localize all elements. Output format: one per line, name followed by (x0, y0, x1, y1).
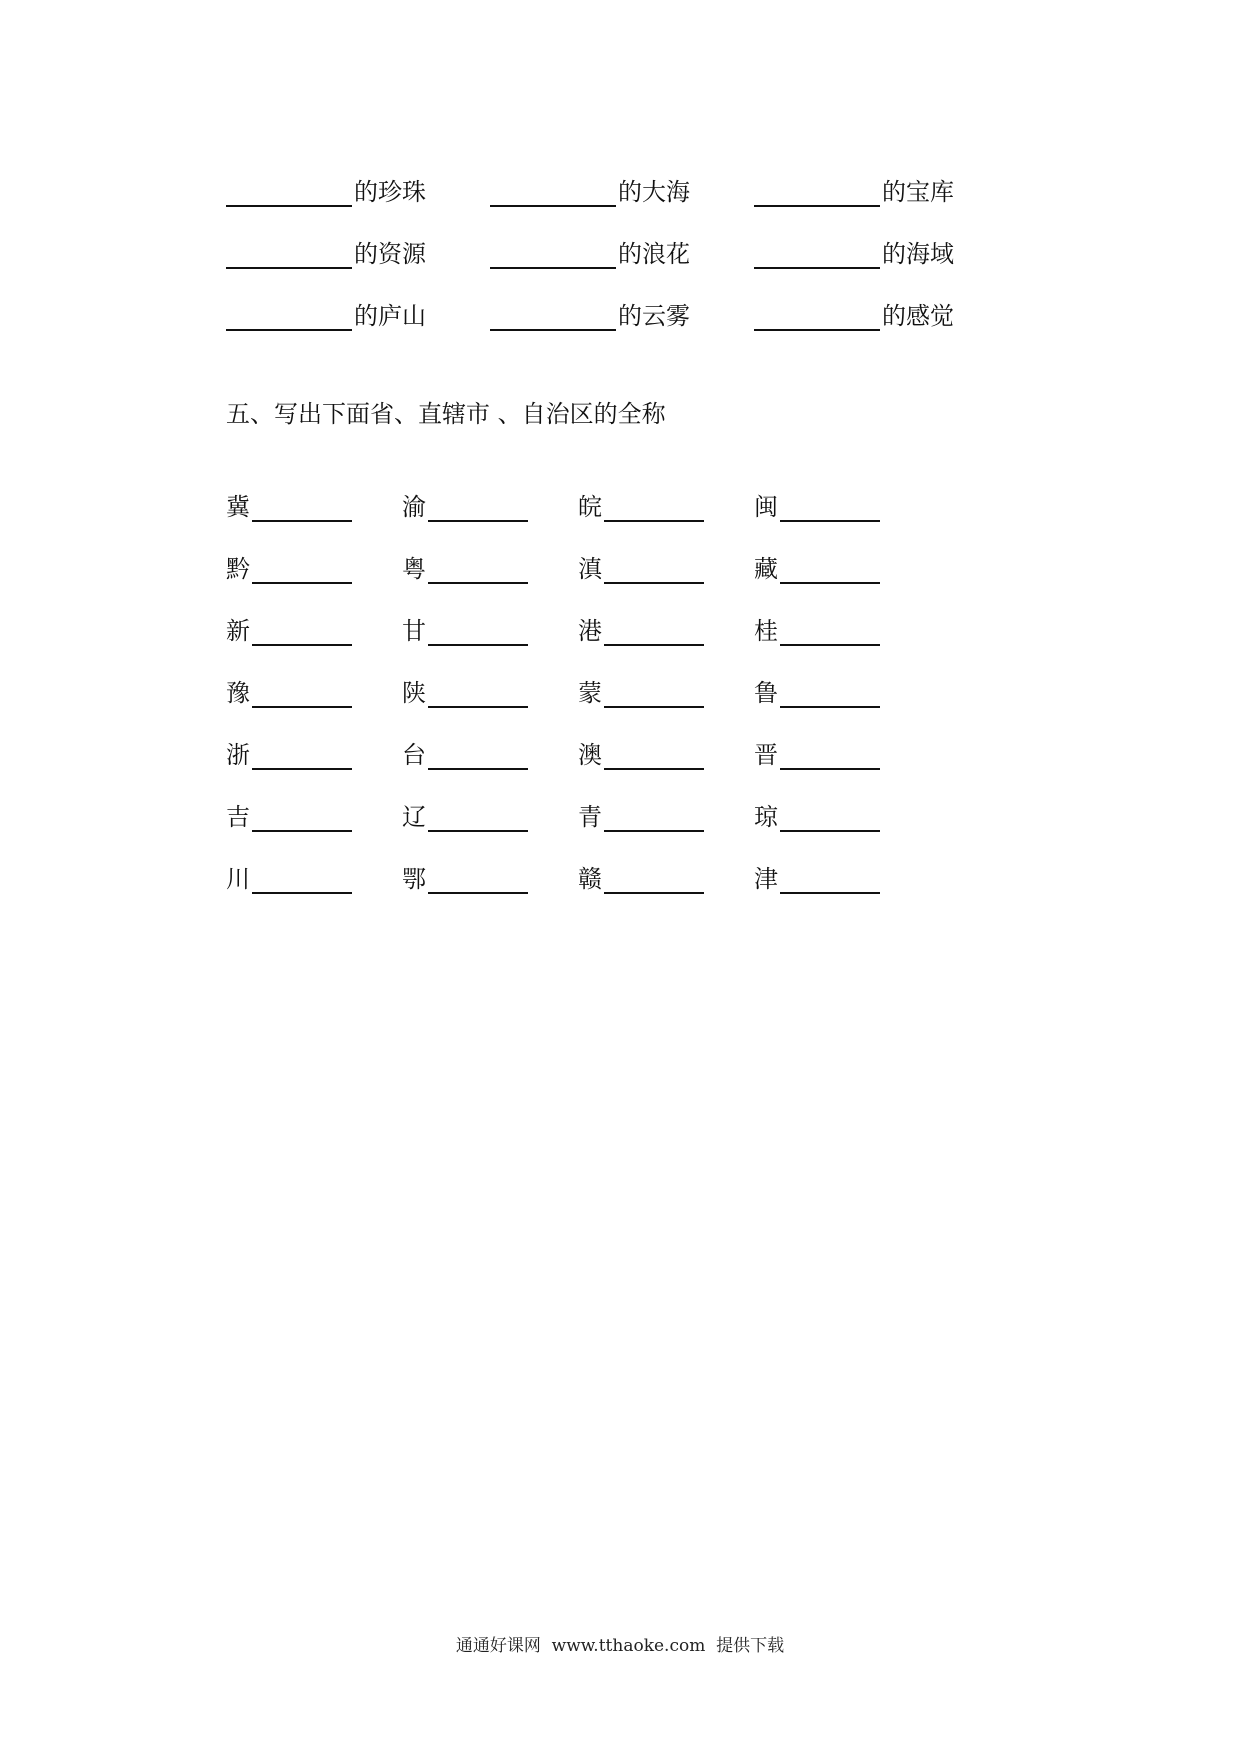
answer-blank[interactable] (428, 738, 528, 770)
abbr-char: 浙 (226, 741, 250, 769)
phrase-item (754, 299, 1018, 331)
abbr-char: 粤 (402, 555, 426, 583)
phrase-item (490, 299, 754, 331)
province-abbreviations (226, 460, 930, 894)
phrase-suffix: 的云雾 (618, 302, 690, 330)
answer-blank[interactable] (604, 676, 704, 708)
section-title: 五、写出下面省、直辖市 、自治区的全称 (226, 400, 666, 428)
abbr-item (402, 862, 578, 894)
answer-blank[interactable] (252, 552, 352, 584)
answer-blank[interactable] (604, 552, 704, 584)
answer-blank[interactable] (604, 800, 704, 832)
abbr-item (754, 800, 930, 832)
abbr-char: 澳 (578, 741, 602, 769)
answer-blank[interactable] (428, 862, 528, 894)
abbr-row (226, 460, 930, 522)
answer-blank[interactable] (780, 676, 880, 708)
abbr-item (754, 862, 930, 894)
abbr-char: 滇 (578, 555, 602, 583)
phrase-suffix: 的庐山 (354, 302, 426, 330)
answer-blank[interactable] (428, 614, 528, 646)
answer-blank[interactable] (780, 490, 880, 522)
abbr-item (578, 552, 754, 584)
answer-blank[interactable] (780, 614, 880, 646)
answer-blank[interactable] (490, 175, 616, 207)
answer-blank[interactable] (226, 237, 352, 269)
abbr-item (402, 676, 578, 708)
phrase-suffix: 的资源 (354, 240, 426, 268)
abbr-char: 辽 (402, 803, 426, 831)
answer-blank[interactable] (428, 800, 528, 832)
abbr-char: 津 (754, 865, 778, 893)
abbr-char: 港 (578, 617, 602, 645)
answer-blank[interactable] (754, 237, 880, 269)
answer-blank[interactable] (754, 175, 880, 207)
abbr-char: 蒙 (578, 679, 602, 707)
abbr-item (402, 614, 578, 646)
abbr-char: 鄂 (402, 865, 426, 893)
abbr-char: 琼 (754, 803, 778, 831)
fill-row (226, 207, 1018, 269)
abbr-char: 甘 (402, 617, 426, 645)
abbr-char: 台 (402, 741, 426, 769)
abbr-char: 鲁 (754, 679, 778, 707)
abbr-char: 冀 (226, 493, 250, 521)
abbr-char: 桂 (754, 617, 778, 645)
answer-blank[interactable] (428, 552, 528, 584)
answer-blank[interactable] (252, 676, 352, 708)
abbr-char: 青 (578, 803, 602, 831)
abbr-item (226, 490, 402, 522)
answer-blank[interactable] (780, 738, 880, 770)
abbr-item (578, 862, 754, 894)
answer-blank[interactable] (428, 676, 528, 708)
abbr-item (226, 800, 402, 832)
abbr-row (226, 584, 930, 646)
abbr-item (226, 738, 402, 770)
abbr-item (754, 614, 930, 646)
answer-blank[interactable] (252, 862, 352, 894)
abbr-row (226, 646, 930, 708)
answer-blank[interactable] (428, 490, 528, 522)
abbr-item (226, 552, 402, 584)
phrase-item (226, 175, 490, 207)
abbr-char: 吉 (226, 803, 250, 831)
abbr-char: 晋 (754, 741, 778, 769)
abbr-item (578, 800, 754, 832)
answer-blank[interactable] (226, 299, 352, 331)
abbr-char: 藏 (754, 555, 778, 583)
answer-blank[interactable] (604, 862, 704, 894)
answer-blank[interactable] (604, 614, 704, 646)
abbr-char: 渝 (402, 493, 426, 521)
abbr-item (226, 676, 402, 708)
phrase-suffix: 的珍珠 (354, 178, 426, 206)
abbr-char: 闽 (754, 493, 778, 521)
answer-blank[interactable] (780, 862, 880, 894)
fill-in-phrases (226, 145, 1018, 331)
answer-blank[interactable] (252, 614, 352, 646)
abbr-item (578, 738, 754, 770)
phrase-item (226, 299, 490, 331)
abbr-char: 赣 (578, 865, 602, 893)
answer-blank[interactable] (780, 552, 880, 584)
abbr-char: 皖 (578, 493, 602, 521)
abbr-item (754, 676, 930, 708)
abbr-item (754, 490, 930, 522)
answer-blank[interactable] (490, 237, 616, 269)
abbr-item (402, 738, 578, 770)
abbr-item (578, 614, 754, 646)
abbr-item (226, 614, 402, 646)
abbr-char: 陕 (402, 679, 426, 707)
abbr-item (754, 552, 930, 584)
abbr-item (402, 800, 578, 832)
abbr-row (226, 770, 930, 832)
phrase-suffix: 的宝库 (882, 178, 954, 206)
phrase-suffix: 的海域 (882, 240, 954, 268)
abbr-row (226, 522, 930, 584)
phrase-suffix: 的浪花 (618, 240, 690, 268)
fill-row (226, 145, 1018, 207)
abbr-item (226, 862, 402, 894)
answer-blank[interactable] (252, 490, 352, 522)
answer-blank[interactable] (490, 299, 616, 331)
phrase-item (490, 175, 754, 207)
abbr-row (226, 832, 930, 894)
phrase-item (226, 237, 490, 269)
abbr-item (578, 490, 754, 522)
abbr-item (578, 676, 754, 708)
answer-blank[interactable] (252, 738, 352, 770)
abbr-item (402, 490, 578, 522)
phrase-suffix: 的感觉 (882, 302, 954, 330)
abbr-char: 豫 (226, 679, 250, 707)
answer-blank[interactable] (604, 490, 704, 522)
answer-blank[interactable] (604, 738, 704, 770)
abbr-item (754, 738, 930, 770)
abbr-char: 新 (226, 617, 250, 645)
abbr-row (226, 708, 930, 770)
abbr-char: 川 (226, 865, 250, 893)
answer-blank[interactable] (252, 800, 352, 832)
fill-row (226, 269, 1018, 331)
phrase-suffix: 的大海 (618, 178, 690, 206)
page-footer: 通通好课网 www.tthaoke.com 提供下载 (455, 1636, 785, 1656)
abbr-char: 黔 (226, 555, 250, 583)
phrase-item (754, 175, 1018, 207)
phrase-item (490, 237, 754, 269)
phrase-item (754, 237, 1018, 269)
answer-blank[interactable] (780, 800, 880, 832)
abbr-item (402, 552, 578, 584)
answer-blank[interactable] (754, 299, 880, 331)
answer-blank[interactable] (226, 175, 352, 207)
